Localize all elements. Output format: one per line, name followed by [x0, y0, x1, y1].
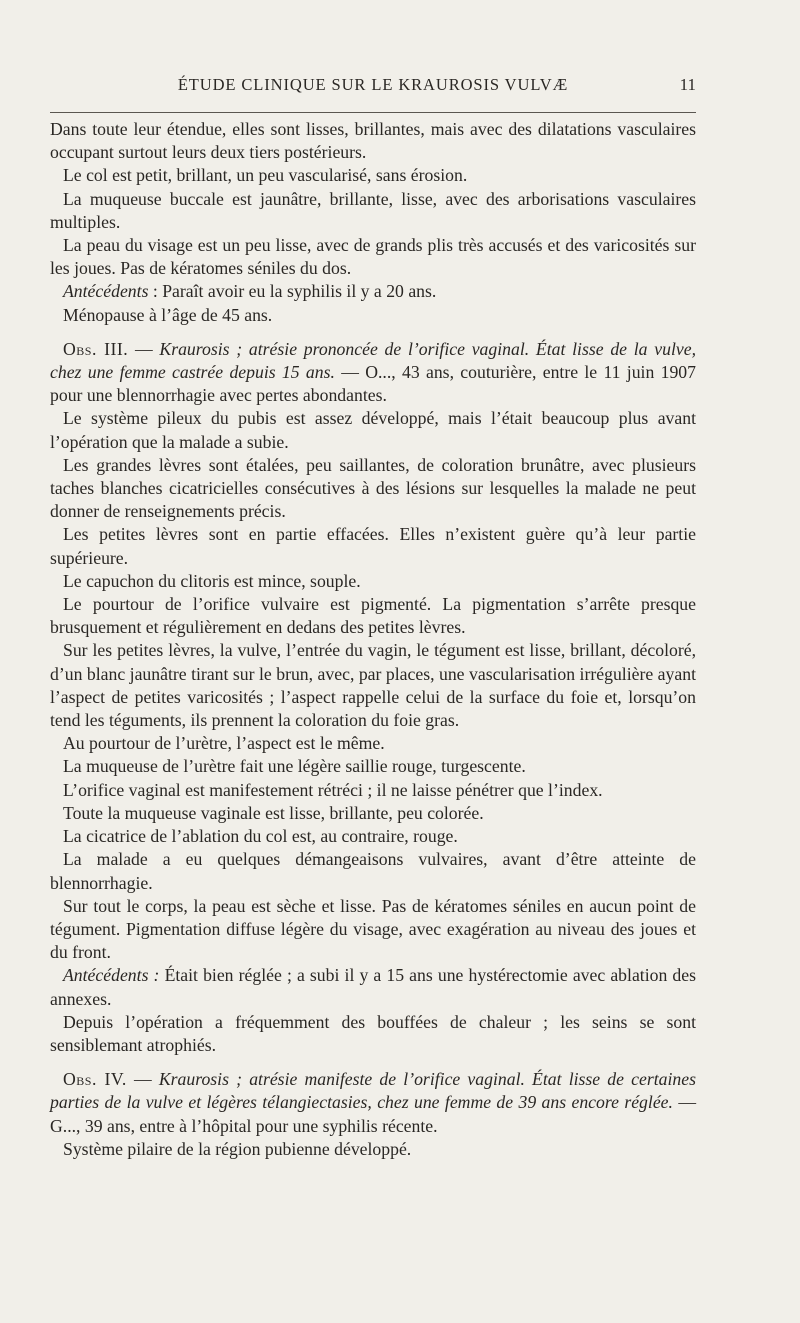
header-rule: [50, 112, 696, 113]
antecedents-paragraph: [50, 280, 696, 303]
body-text: [50, 118, 696, 1161]
observation-heading: [50, 338, 696, 408]
paragraph: Ménopause à l’âge de 45 ans.: [63, 304, 273, 325]
antecedents-paragraph: [50, 964, 696, 1010]
antecedents-label: Antécédents :: [63, 965, 160, 986]
observation-text: — G..., 39 ans, entre à l’hôpital pour une syphilis récente.: [50, 1092, 697, 1136]
paragraph: Système pilaire de la région pubienne développé.: [63, 1138, 412, 1159]
paragraph: La muqueuse buccale est jaunâtre, brillante, lisse, avec des arborisations vasculaires multiples.: [50, 188, 696, 232]
paragraph: Le col est petit, brillant, un peu vascularisé, sans érosion.: [63, 165, 468, 186]
observation-heading: [50, 1068, 696, 1138]
paragraph: Les petites lèvres sont en partie effacées. Elles n’existent guère qu’à leur partie supérieure.: [50, 524, 696, 568]
paragraph: La cicatrice de l’ablation du col est, au contraire, rouge.: [63, 826, 458, 847]
paragraph: Depuis l’opération a fréquemment des bouffées de chaleur ; les seins se sont sensiblemant atrophiés.: [50, 1011, 696, 1055]
paragraph: La peau du visage est un peu lisse, avec de grands plis très accusés et des varicosités sur les joues. Pas de kératomes séniles du dos.: [50, 235, 696, 279]
page-number: 11: [679, 75, 696, 94]
antecedents-label: Antécédents: [63, 281, 149, 302]
observation-dash: —: [128, 338, 160, 359]
paragraph: Le système pileux du pubis est assez développé, mais l’était beaucoup plus avant l’opération que la malade a subie.: [50, 408, 696, 452]
paragraph: Le capuchon du clitoris est mince, souple.: [63, 570, 361, 591]
paragraph: La muqueuse de l’urètre fait une légère saillie rouge, turgescente.: [63, 756, 526, 777]
paragraph: Le pourtour de l’orifice vulvaire est pigmenté. La pigmentation s’arrête presque brusquement et régulièrement en dedans des petites lèvres.: [50, 594, 696, 638]
antecedents-text: Était bien réglée ; a subi il y a 15 ans une hystérectomie avec ablation des annexes.: [50, 965, 696, 1009]
observation-dash: —: [126, 1069, 159, 1090]
paragraph: La malade a eu quelques démangeaisons vulvaires, avant d’être atteinte de blennorrhagie.: [50, 849, 696, 893]
observation-title: Kraurosis ; atrésie manifeste de l’orifice vaginal. État lisse de certaines parties de la vulve et légères télangiectasies, chez une femme de 39 ans encore réglée.: [50, 1069, 696, 1113]
observation-text: — O..., 43 ans, couturière, entre le 11 juin 1907 pour une blennorrhagie avec pertes abondantes.: [50, 362, 696, 406]
running-title: ÉTUDE CLINIQUE SUR LE KRAUROSIS VULVÆ: [177, 75, 569, 94]
paragraph: Sur les petites lèvres, la vulve, l’entrée du vagin, le tégument est lisse, brillant, décoloré, d’un blanc jaunâtre tirant sur le brun, avec, par places, une vascularisation irrégulière ayant l’aspect de petites varicosités ; l’aspect rappelle celui de la surface du foie et, lorsqu’on tend les téguments, ils prennent la coloration du foie gras.: [50, 640, 696, 731]
paragraph: L’orifice vaginal est manifestement rétréci ; il ne laisse pénétrer que l’index.: [63, 779, 603, 800]
paragraph: Dans toute leur étendue, elles sont lisses, brillantes, mais avec des dilatations vasculaires occupant surtout leurs deux tiers postérieurs.: [50, 119, 696, 163]
observation-label: Obs. III.: [63, 338, 129, 359]
paragraph: Toute la muqueuse vaginale est lisse, brillante, peu colorée.: [63, 802, 484, 823]
paragraph: Au pourtour de l’urètre, l’aspect est le même.: [63, 733, 385, 754]
observation-label: Obs. IV.: [63, 1069, 127, 1090]
antecedents-text: : Paraît avoir eu la syphilis il y a 20 ans.: [148, 281, 437, 302]
observation-title: Kraurosis ; atrésie prononcée de l’orifice vaginal. État lisse de la vulve, chez une femme castrée depuis 15 ans.: [50, 338, 697, 383]
page-header: [50, 75, 696, 99]
paragraph: Sur tout le corps, la peau est sèche et lisse. Pas de kératomes séniles en aucun point de tégument. Pigmentation diffuse légère du visage, avec exagération au niveau des joues et du front.: [50, 895, 696, 963]
paragraph: Les grandes lèvres sont étalées, peu saillantes, de coloration brunâtre, avec plusieurs taches blanches cicatricielles consécutives à des lésions sur lesquelles la malade ne peut donner de renseignements précis.: [50, 454, 696, 522]
